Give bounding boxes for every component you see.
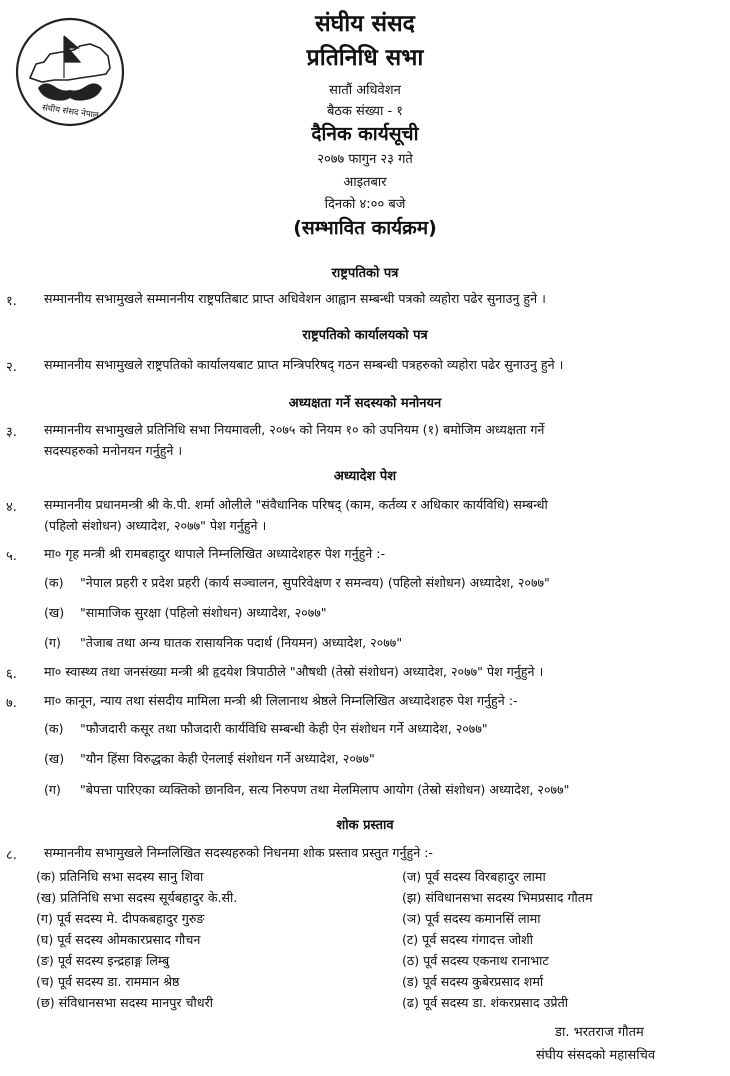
header-day: आइतबार <box>343 175 387 190</box>
header-agenda: दैनिक कार्यसूची <box>311 123 419 145</box>
sub-item-label: (ख) <box>44 605 65 620</box>
signatory-title: संघीय संसदको महासचिव <box>536 1048 656 1063</box>
condolence-member: (ठ) पूर्व सदस्य एकनाथ रानाभाट <box>402 953 549 968</box>
header-tentative: (सम्भावित कार्यक्रम) <box>293 217 437 239</box>
section-title-ordinance: अध्यादेश पेश <box>333 469 397 484</box>
header-time: दिनको ४:०० बजे <box>324 197 406 212</box>
item-text: मा० स्वास्थ्य तथा जनसंख्या मन्त्री श्री हृदयेश त्रिपाठीले "औषधी (तेस्रो संशोधन) अध्यादेश, २०७७" पेश गर्नुहुने । <box>44 664 544 679</box>
sub-item-label: (क) <box>44 575 64 590</box>
item-text: सम्माननीय सभामुखले निम्नलिखित सदस्यहरुको निधनमा शोक प्रस्ताव प्रस्तुत गर्नुहुने :- <box>44 845 433 860</box>
sub-item-label: (ग) <box>44 635 61 650</box>
sub-item-label: (क) <box>44 721 64 736</box>
emblem-caption: संघीय संसद नेपाल <box>41 103 100 121</box>
condolence-member: (छ) संविधानसभा सदस्य मानपुर चौधरी <box>36 995 213 1010</box>
header-house: प्रतिनिधि सभा <box>306 45 424 71</box>
condolence-member: (ख) प्रतिनिधि सभा सदस्य सूर्यबहादुर के.सी. <box>36 890 238 905</box>
item-number: ६. <box>6 667 17 682</box>
section-title-chair-nomination: अध्यक्षता गर्ने सदस्यको मनोनयन <box>288 396 442 411</box>
item-number: २. <box>6 360 17 375</box>
item-text-line1: सम्माननीय सभामुखले प्रतिनिधि सभा नियमावली, २०७५ को नियम १० को उपनियम (१) बमोजिम अध्यक्षता गर्ने <box>44 422 545 437</box>
condolence-member: (ङ) पूर्व सदस्य इन्द्रहाङ्ग लिम्बु <box>36 953 170 968</box>
condolence-member: (ट) पूर्व सदस्य गंगादत्त जोशी <box>402 932 534 947</box>
item-number: ४. <box>6 500 17 515</box>
condolence-member: (क) प्रतिनिधि सभा सदस्य सानु शिवा <box>36 869 204 884</box>
condolence-member: (ज) पूर्व सदस्य विरबहादुर लामा <box>402 869 546 884</box>
condolence-member: (घ) पूर्व सदस्य ओमकारप्रसाद गौचन <box>36 932 201 947</box>
item-text: सम्माननीय सभामुखले सम्माननीय राष्ट्रपतिबाट प्राप्त अधिवेशन आह्वान सम्बन्धी पत्रको व्यहोरा पढेर सुनाउनु हुने । <box>44 291 546 306</box>
sub-item-text: "यौन हिंसा विरुद्धका केही ऐनलाई संशोधन गर्ने अध्यादेश, २०७७" <box>80 751 375 766</box>
signatory-name: डा. भरतराज गौतम <box>555 1025 644 1040</box>
header-parliament: संघीय संसद <box>315 11 415 37</box>
item-number: ७. <box>6 696 17 711</box>
sub-item-text: "बेपत्ता पारिएका व्यक्तिको छानविन, सत्य निरुपण तथा मेलमिलाप आयोग (तेस्रो संशोधन) अध्यादेश, २०७७" <box>80 782 570 797</box>
condolence-member: (ड) पूर्व सदस्य कुबेरप्रसाद शर्मा <box>402 974 544 989</box>
section-title-president-letter: राष्ट्रपतिको पत्र <box>331 266 399 281</box>
sub-item-label: (ग) <box>44 782 61 797</box>
condolence-member: (ग) पूर्व सदस्य मे. दीपकबहादुर गुरुङ <box>36 911 205 926</box>
item-number: ३. <box>6 425 17 440</box>
condolence-member: (झ) संविधानसभा सदस्य भिमप्रसाद गौतम <box>402 890 593 905</box>
item-number: ५. <box>6 549 17 564</box>
condolence-member: (ञ) पूर्व सदस्य कमानसिं लामा <box>402 911 541 926</box>
header-date: २०७७ फागुन २३ गते <box>317 152 413 167</box>
sub-item-text: "सामाजिक सुरक्षा (पहिलो संशोधन) अध्यादेश, २०७७" <box>80 605 327 620</box>
sub-item-label: (ख) <box>44 751 65 766</box>
sub-item-text: "फौजदारी कसूर तथा फौजदारी कार्यविधि सम्बन्धी केही ऐन संशोधन गर्ने अध्यादेश, २०७७" <box>80 721 488 736</box>
item-text: सम्माननीय सभामुखले राष्ट्रपतिको कार्यालयबाट प्राप्त मन्त्रिपरिषद् गठन सम्बन्धी पत्रहरुको व्यहोरा पढेर सुनाउनु हुने । <box>44 357 564 372</box>
sub-item-text: "नेपाल प्रहरी र प्रदेश प्रहरी (कार्य सञ्चालन, सुपरिवेक्षण र समन्वय) (पहिलो संशोधन) अध्यादेश, २०७७" <box>80 575 550 590</box>
item-text: मा० कानून, न्याय तथा संसदीय मामिला मन्त्री श्री लिलानाथ श्रेष्ठले निम्नलिखित अध्यादेशहरु पेश गर्नुहुने :- <box>44 693 518 708</box>
item-text-line2: (पहिलो संशोधन) अध्यादेश, २०७७" पेश गर्नुहुने । <box>44 518 267 533</box>
header-meeting: बैठक संख्या - १ <box>326 104 404 119</box>
item-text: मा० गृह मन्त्री श्री रामबहादुर थापाले निम्नलिखित अध्यादेशहरु पेश गर्नुहुने :- <box>44 546 386 561</box>
condolence-member: (च) पूर्व सदस्य डा. राममान श्रेष्ठ <box>36 974 180 989</box>
condolence-member: (ढ) पूर्व सदस्य डा. शंकरप्रसाद उप्रेती <box>402 995 569 1010</box>
item-text-line1: सम्माननीय प्रधानमन्त्री श्री के.पी. शर्मा ओलीले "संवैधानिक परिषद् (काम, कर्तव्य र अधिकार कार्यविधि) सम्बन्धी <box>44 497 548 512</box>
item-number: १. <box>6 294 17 309</box>
sub-item-text: "तेजाब तथा अन्य घातक रासायनिक पदार्थ (नियमन) अध्यादेश, २०७७" <box>80 635 403 650</box>
item-number: ८. <box>6 848 17 863</box>
header-session: सातौं अधिवेशन <box>329 83 401 98</box>
item-text-line2: सदस्यहरुको मनोनयन गर्नुहुने । <box>44 443 183 458</box>
section-title-president-office-letter: राष्ट्रपतिको कार्यालयको पत्र <box>302 328 428 343</box>
section-title-condolence: शोक प्रस्ताव <box>336 818 394 833</box>
